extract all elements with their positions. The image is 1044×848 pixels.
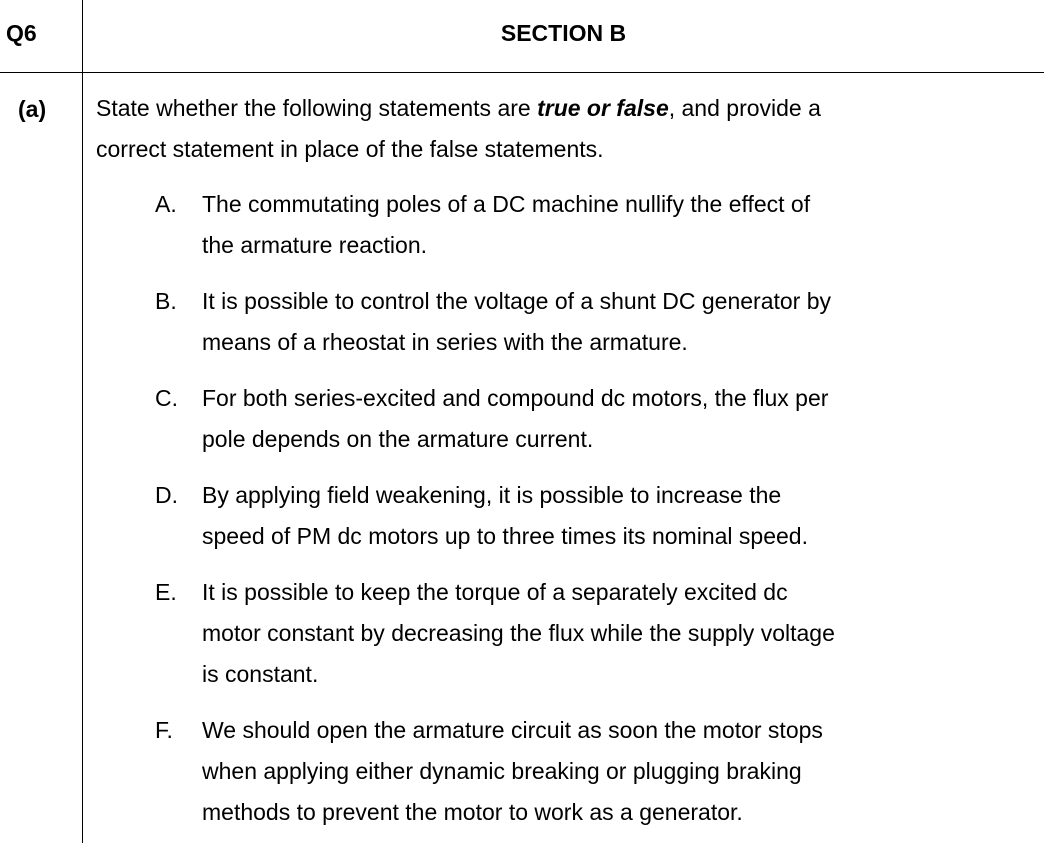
question-number: Q6 — [6, 20, 37, 46]
column-divider-vertical — [82, 0, 83, 843]
statement-text-line: methods to prevent the motor to work as a generator. — [202, 799, 743, 825]
section-title: SECTION B — [500, 20, 627, 46]
instructions-text-line2: correct statement in place of the false statements. — [96, 136, 604, 162]
part-instructions — [96, 88, 1040, 170]
header-divider-horizontal — [0, 72, 1044, 73]
statement-text-line: The commutating poles of a DC machine nullify the effect of — [202, 191, 811, 217]
part-label: (a) — [18, 96, 47, 122]
statement-c — [155, 378, 1040, 460]
instructions-text-end: , and provide a — [668, 95, 821, 121]
statement-letter: D. — [155, 482, 178, 508]
statement-text-line: means of a rheostat in series with the armature. — [202, 329, 688, 355]
statement-text-line: speed of PM dc motors up to three times its nominal speed. — [202, 523, 808, 549]
statement-text-line: is constant. — [202, 661, 319, 687]
statement-text-line: It is possible to keep the torque of a separately excited dc — [202, 579, 788, 605]
statement-text-line: It is possible to control the voltage of a shunt DC generator by — [202, 288, 832, 314]
statement-letter: E. — [155, 579, 177, 605]
statement-text-line: when applying either dynamic breaking or plugging braking — [202, 758, 802, 784]
statement-text-line: For both series-excited and compound dc motors, the flux per — [202, 385, 829, 411]
statement-letter: B. — [155, 288, 177, 314]
statement-text-line: the armature reaction. — [202, 232, 428, 258]
statement-list — [155, 184, 1040, 848]
statement-d — [155, 475, 1040, 557]
statement-letter: F. — [155, 717, 173, 743]
instructions-emphasis: true or false — [537, 95, 669, 121]
instructions-text-start: State whether the following statements are — [96, 95, 538, 121]
statement-text-line: motor constant by decreasing the flux while the supply voltage — [202, 620, 835, 646]
statement-text-line: We should open the armature circuit as soon the motor stops — [202, 717, 823, 743]
statement-e — [155, 572, 1040, 695]
statement-text-line: By applying field weakening, it is possible to increase the — [202, 482, 782, 508]
statement-a — [155, 184, 1040, 266]
statement-text-line: pole depends on the armature current. — [202, 426, 594, 452]
statement-b — [155, 281, 1040, 363]
statement-letter: C. — [155, 385, 178, 411]
statement-f — [155, 710, 1040, 833]
statement-letter: A. — [155, 191, 177, 217]
